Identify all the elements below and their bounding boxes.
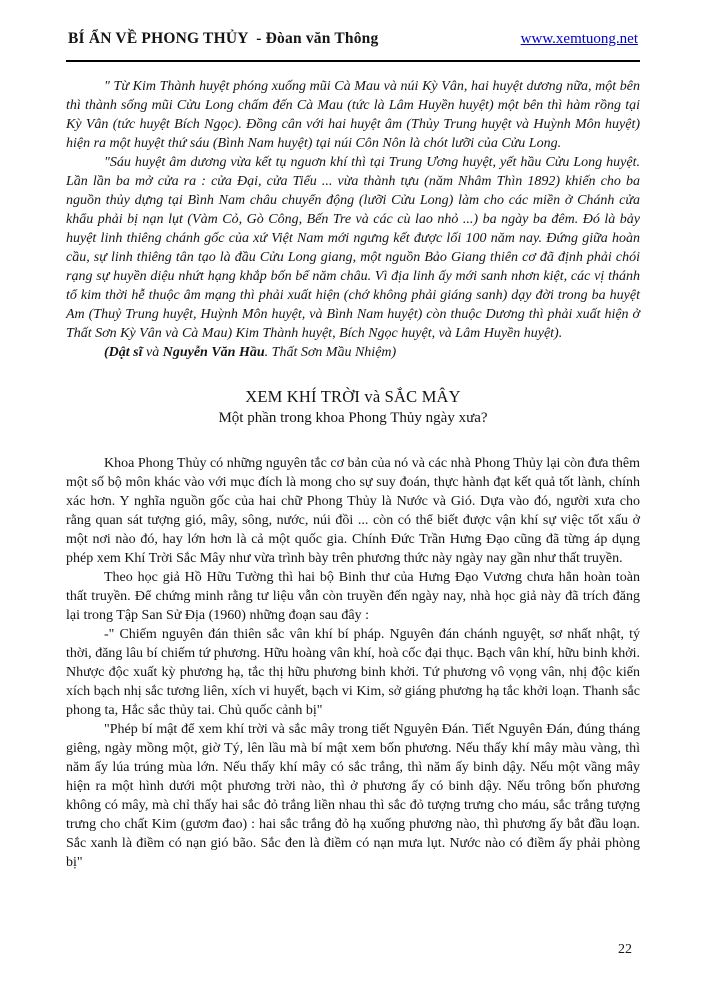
quote-paragraph-1: " Từ Kim Thành huyệt phóng xuống mũi Cà Mau và núi Kỳ Vân, hai huyệt dương nữa, một bên thì thành sống mũi Cửu Long chấm đến Cà Mau (tức là Lâm Huyền huyệt) một bên thì hàm rồng tại Kỳ Vân (tức huyệt Bích Ngọc). Đồng cân với hai huyệt âm (Thủy Trung huyệt và Huỳnh Môn huyệt) hiện ra một huyệt thứ sáu (Bình Nam huyệt) tại núi Côn Nôn là chót lưỡi của Cửu Long. xyxy=(66,79,640,151)
page-number: 22 xyxy=(618,942,632,957)
attribution-author2: Nguyễn Văn Hầu xyxy=(162,345,265,360)
book-title: BÍ ẨN VỀ PHONG THỦY - Đòan văn Thông xyxy=(68,30,379,47)
body-paragraph-3: -" Chiếm nguyên đán thiên sắc vân khí bí pháp. Nguyên đán chánh nguyệt, sơ nhất nhật, tý thời, đăng lâu bí chiếm tứ phương. Hữu hoàng vân khí, hoà cốc đại thục. Bạch vân khí, hữu binh khởi. Nhược độc xuất kỳ phương hạ, tắc thị hữu phương binh khởi. Tứ phương vô vọng vân, nhị độc kiến xích bạch nhị sắc tương liên, xích vi huyết, bạch vi Kim, sở giáng phương hạ tắc khởi loạn. Thanh sắc phong ta, Hắc sắc thủy tai. Chủ quốc cảnh bị" xyxy=(66,627,640,718)
body-paragraph-1: Khoa Phong Thủy có những nguyên tắc cơ bản của nó và các nhà Phong Thủy lại còn đưa thêm một số bộ môn khác vào với mục đích là mong cho sự suy đoán, thực hành đạt kết quả tốt lành, chính xác hơn. Y nghĩa nguồn gốc của hai chữ Phong Thủy là Nước và Gió. Dựa vào đó, người xưa cho rằng quan sát tượng gió, mây, sông, nước, núi đồi ... còn có thể biết được vận khí sự việc tốt xấu ở một nơi nào đó, hay lớn hơn là cả một quốc gia. Chính Đức Trần Hưng Đạo cũng đã từng áp dụng phép xem Khí Trời Sắc Mây như vừa trình bày trên phương thức này ngày nay gần như thất truyền. xyxy=(66,456,640,566)
attribution-rest: . Thất Sơn Mầu Nhiệm) xyxy=(264,345,397,360)
page-header xyxy=(66,30,640,62)
article-body xyxy=(66,454,640,872)
quote-paragraph-2: "Sáu huyệt âm dương vừa kết tụ nguơn khí thì tại Trung Ương huyệt, yết hầu Cửu Long huyệt. Lần lần ba mở cửa ra : cửa Đại, cửa Tiểu ... vừa thành tựu (năm Nhâm Thìn 1892) khiến cho ba nguồn thủy dựng tại Bình Nam châu chuyển động (lưỡi Cửu Long) làm cho các miền ở Chánh cửa khẩu phải bị nạn lụt (Vàm Cỏ, Gò Công, Bến Tre và các cù lao nhỏ ...) ba ngày ba đêm. Đó là bảy huyệt linh thiêng chánh gốc của xứ Việt Nam mới ngưng kết được lối 100 năm nay. Đứng giữa hoàn cầu, sự linh thiêng tân tạo là đầu Cửu Long giang, một nguồn Bảo Giang thiên cơ đã định phải chói rạng sự huyền diệu nhứt hạng khắp bốn bể năm châu. Vì địa linh ấy mới sanh nhơn kiệt, các vị thánh tổ kim thời hễ thuộc âm mạng thì phải xuất hiện (chớ không phải giáng sanh) dạy đời trong ba huyệt Am (Thuỷ Trung huyệt, Huỳnh Môn huyệt, và Bình Nam huyệt) còn thuộc Dương thì phải xuất hiện ở Thất Sơn Kỳ Vân và Cà Mau) Kim Thành huyệt, Bích Ngọc huyệt, và Lâm Huyền huyệt). xyxy=(66,155,640,341)
section-heading: XEM KHÍ TRỜI và SẮC MÂY xyxy=(245,387,461,406)
section-subheading: Một phần trong khoa Phong Thủy ngày xưa? xyxy=(218,410,488,426)
quote-block xyxy=(66,77,640,362)
attribution-open-author: (Dật sĩ xyxy=(104,345,143,360)
site-link[interactable]: www.xemtuong.net xyxy=(520,31,638,47)
body-paragraph-2: Theo học giả Hồ Hữu Tường thì hai bộ Binh thư của Hưng Đạo Vương chưa hẳn hoàn toàn thất truyền. Để chứng minh rằng tư liệu vẫn còn truyền đến ngày nay, nhà học giả này đã trích đăng lại trong Tập San Sử Địa (1960) những đoạn sau đây : xyxy=(66,570,640,623)
body-paragraph-4: "Phép bí mật để xem khí trời và sắc mây trong tiết Nguyên Đán. Tiết Nguyên Đán, đúng tháng giêng, ngày mồng một, giờ Tý, lên lầu mà bí mật xem bốn phương. Nếu thấy khí mây màu vàng, thì năm ấy lúa trúng mùa lớn. Nếu thấy khí mây có sắc trắng, thì năm ấy binh dậy. Nếu một vầng mây hiện ra một hình dưới một phương trời nào, thì ở phương ấy có binh dậy. Nếu trông bốn phương không có mây, mà chỉ thấy hai sắc đỏ trắng liền nhau thì sắc đỏ tượng trưng cho máu, sắc trắng tượng trưng cho chất Kim (gươm đao) : hai sắc trắng đỏ hạ xuống phương nào, thì phương ấy bắt đầu loạn. Sắc xanh là điềm có nạn gió bão. Sắc đen là điềm có nạn mưa lụt. Nước nào có điềm ấy phải phòng bị" xyxy=(66,722,640,870)
attribution-connector: và xyxy=(142,345,163,360)
attribution xyxy=(66,343,640,362)
